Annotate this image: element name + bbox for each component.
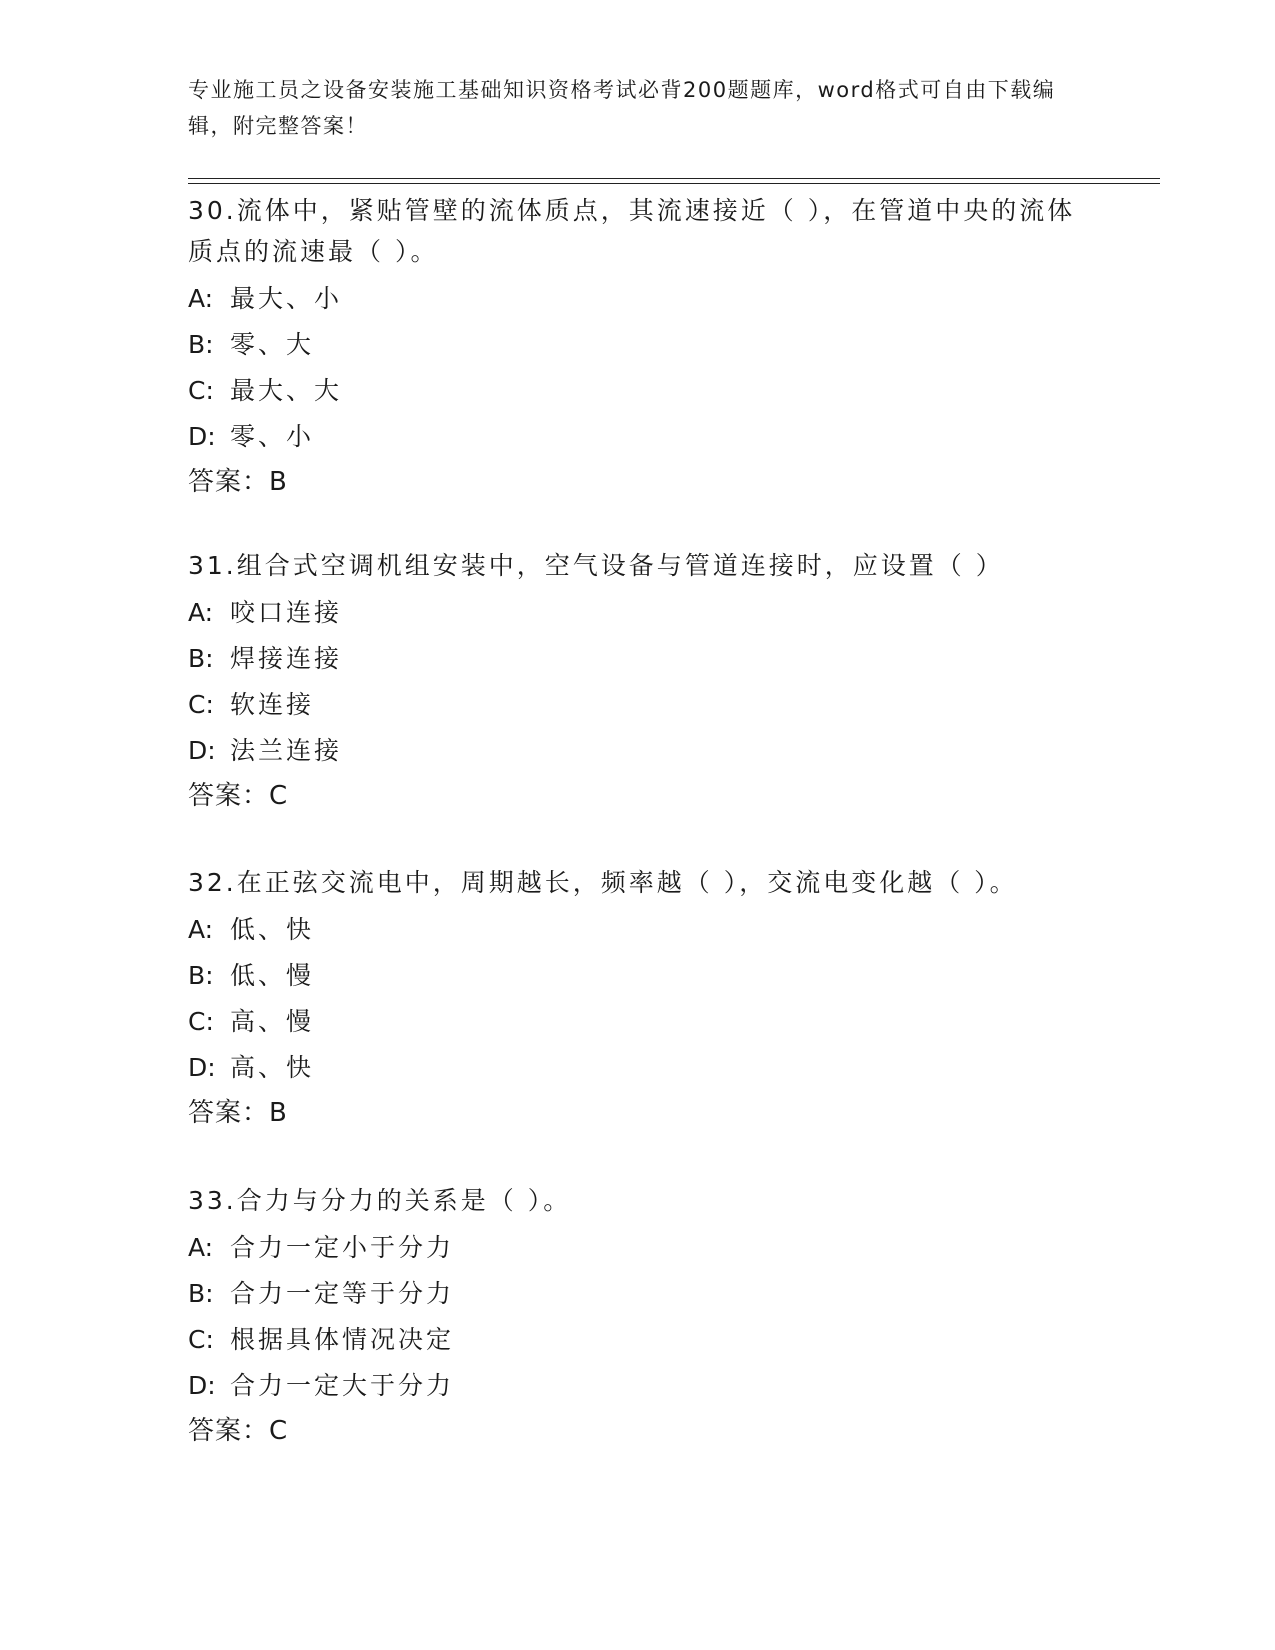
option-b <box>188 1271 1088 1317</box>
document-header: 专业施工员之设备安装施工基础知识资格考试必背200题题库，word格式可自由下载编辑，附完整答案！ <box>188 78 1056 138</box>
option-text: 合力一定小于分力 <box>230 1233 455 1262</box>
answer: 答案：B <box>188 1098 288 1128</box>
option-text: 根据具体情况决定 <box>230 1325 455 1354</box>
option-d <box>188 1363 1088 1409</box>
option-letter: C: <box>188 1325 214 1354</box>
answer: 答案：C <box>188 781 289 811</box>
option-a <box>188 1225 1088 1271</box>
option-letter: D: <box>188 422 216 451</box>
question-32 <box>188 862 1088 1135</box>
option-a <box>188 907 1088 953</box>
header-divider-bottom <box>188 183 1160 184</box>
option-letter: D: <box>188 736 216 765</box>
option-d <box>188 1045 1088 1091</box>
option-c <box>188 1317 1088 1363</box>
answer: 答案：B <box>188 467 288 497</box>
option-text: 软连接 <box>230 690 315 719</box>
question-stem: 31.组合式空调机组安装中，空气设备与管道连接时，应设置（ ） <box>188 551 1004 580</box>
option-text: 焊接连接 <box>230 644 343 673</box>
question-31 <box>188 545 1088 818</box>
question-stem: 32.在正弦交流电中，周期越长，频率越（ ），交流电变化越（ ）。 <box>188 868 1018 897</box>
question-stem: 33.合力与分力的关系是（ ）。 <box>188 1186 572 1215</box>
option-text: 高、快 <box>230 1053 315 1082</box>
option-c <box>188 999 1088 1045</box>
option-b <box>188 322 1088 368</box>
option-text: 零、大 <box>230 330 315 359</box>
option-text: 咬口连接 <box>230 598 343 627</box>
option-letter: B: <box>188 1279 214 1308</box>
option-letter: A: <box>188 1233 214 1262</box>
option-a <box>188 590 1088 636</box>
option-letter: B: <box>188 644 214 673</box>
option-letter: C: <box>188 1007 214 1036</box>
option-b <box>188 636 1088 682</box>
option-letter: A: <box>188 598 214 627</box>
option-letter: D: <box>188 1053 216 1082</box>
option-text: 合力一定等于分力 <box>230 1279 455 1308</box>
option-c <box>188 368 1088 414</box>
option-d <box>188 414 1088 460</box>
option-letter: B: <box>188 330 214 359</box>
option-text: 合力一定大于分力 <box>230 1371 455 1400</box>
option-letter: A: <box>188 915 214 944</box>
option-text: 低、快 <box>230 915 315 944</box>
option-letter: B: <box>188 961 214 990</box>
header-divider-top <box>188 178 1160 179</box>
option-letter: D: <box>188 1371 216 1400</box>
option-d <box>188 728 1088 774</box>
question-33 <box>188 1180 1088 1453</box>
option-a <box>188 276 1088 322</box>
option-b <box>188 953 1088 999</box>
option-text: 零、小 <box>230 422 315 451</box>
answer: 答案：C <box>188 1416 289 1446</box>
option-text: 法兰连接 <box>230 736 343 765</box>
question-stem: 30.流体中，紧贴管壁的流体质点，其流速接近（ ），在管道中央的流体质点的流速最（ ）。 <box>188 196 1076 266</box>
question-30 <box>188 190 1088 504</box>
option-text: 最大、大 <box>230 376 343 405</box>
option-c <box>188 682 1088 728</box>
option-letter: A: <box>188 284 214 313</box>
option-letter: C: <box>188 376 214 405</box>
option-text: 低、慢 <box>230 961 315 990</box>
option-text: 最大、小 <box>230 284 343 313</box>
option-letter: C: <box>188 690 214 719</box>
option-text: 高、慢 <box>230 1007 315 1036</box>
